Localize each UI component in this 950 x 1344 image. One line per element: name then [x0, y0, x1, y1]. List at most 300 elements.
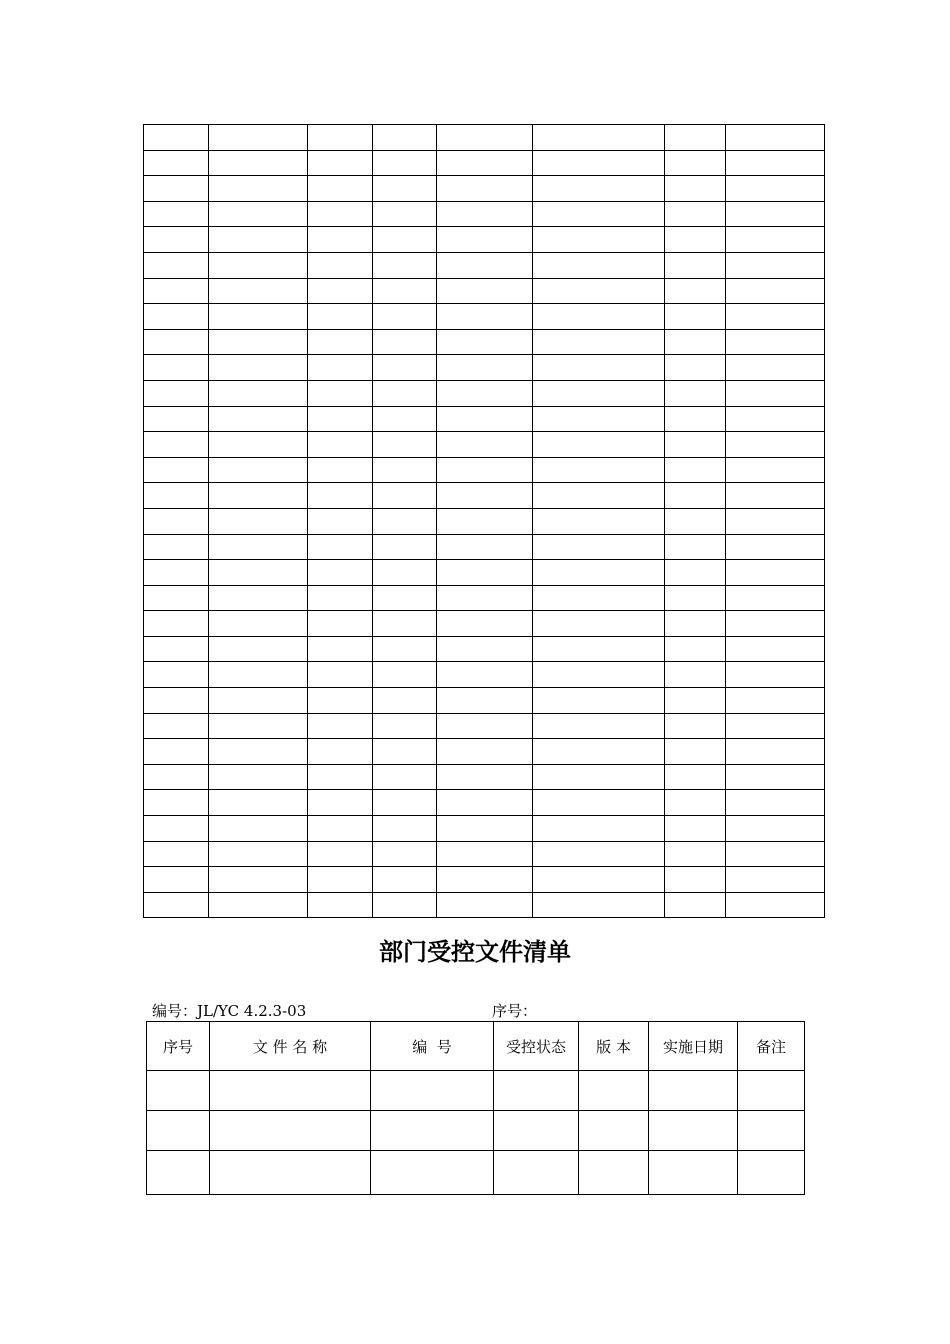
grid-cell[interactable]: [665, 816, 726, 842]
grid-cell[interactable]: [144, 585, 209, 611]
grid-cell[interactable]: [373, 764, 437, 790]
grid-cell[interactable]: [726, 457, 825, 483]
top-blank-grid: [143, 124, 825, 918]
grid-row: [144, 125, 825, 151]
grid-cell[interactable]: [209, 278, 308, 304]
grid-cell[interactable]: [665, 329, 726, 355]
grid-cell[interactable]: [437, 406, 533, 432]
grid-cell[interactable]: [373, 304, 437, 330]
table-cell[interactable]: [738, 1151, 805, 1195]
grid-cell[interactable]: [144, 457, 209, 483]
grid-cell[interactable]: [308, 125, 373, 151]
grid-cell[interactable]: [726, 176, 825, 202]
grid-cell[interactable]: [665, 892, 726, 918]
grid-row: [144, 508, 825, 534]
grid-row: [144, 636, 825, 662]
grid-cell[interactable]: [726, 611, 825, 637]
grid-cell[interactable]: [726, 483, 825, 509]
grid-cell[interactable]: [533, 560, 665, 586]
grid-row: [144, 867, 825, 893]
grid-cell[interactable]: [373, 816, 437, 842]
grid-cell[interactable]: [209, 227, 308, 253]
table-cell[interactable]: [494, 1111, 579, 1151]
grid-row: [144, 227, 825, 253]
grid-cell[interactable]: [144, 432, 209, 458]
grid-cell[interactable]: [308, 534, 373, 560]
table-cell[interactable]: [210, 1111, 371, 1151]
grid-cell[interactable]: [308, 841, 373, 867]
grid-cell[interactable]: [373, 406, 437, 432]
grid-cell[interactable]: [209, 892, 308, 918]
grid-cell[interactable]: [726, 278, 825, 304]
grid-row: [144, 278, 825, 304]
grid-cell[interactable]: [437, 508, 533, 534]
grid-cell[interactable]: [726, 636, 825, 662]
table-cell[interactable]: [147, 1111, 210, 1151]
grid-cell[interactable]: [209, 841, 308, 867]
grid-cell[interactable]: [308, 176, 373, 202]
grid-cell[interactable]: [308, 278, 373, 304]
grid-cell[interactable]: [533, 432, 665, 458]
grid-cell[interactable]: [533, 841, 665, 867]
grid-row: [144, 662, 825, 688]
grid-cell[interactable]: [533, 764, 665, 790]
grid-cell[interactable]: [308, 662, 373, 688]
grid-cell[interactable]: [665, 406, 726, 432]
grid-cell[interactable]: [308, 201, 373, 227]
grid-cell[interactable]: [308, 585, 373, 611]
grid-cell[interactable]: [209, 688, 308, 714]
grid-cell[interactable]: [373, 739, 437, 765]
grid-cell[interactable]: [144, 278, 209, 304]
grid-cell[interactable]: [665, 227, 726, 253]
grid-cell[interactable]: [726, 150, 825, 176]
grid-cell[interactable]: [308, 432, 373, 458]
grid-cell[interactable]: [308, 380, 373, 406]
grid-row: [144, 713, 825, 739]
grid-cell[interactable]: [308, 867, 373, 893]
grid-cell[interactable]: [144, 560, 209, 586]
grid-cell[interactable]: [373, 688, 437, 714]
grid-cell[interactable]: [726, 790, 825, 816]
grid-cell[interactable]: [144, 508, 209, 534]
grid-cell[interactable]: [373, 611, 437, 637]
grid-cell[interactable]: [308, 252, 373, 278]
table-cell[interactable]: [371, 1151, 494, 1195]
grid-cell[interactable]: [726, 585, 825, 611]
grid-cell[interactable]: [665, 841, 726, 867]
grid-cell[interactable]: [209, 355, 308, 381]
grid-cell[interactable]: [209, 585, 308, 611]
grid-cell[interactable]: [373, 713, 437, 739]
grid-cell[interactable]: [144, 304, 209, 330]
grid-cell[interactable]: [726, 816, 825, 842]
grid-cell[interactable]: [209, 790, 308, 816]
grid-cell[interactable]: [373, 790, 437, 816]
grid-cell[interactable]: [373, 125, 437, 151]
table-cell[interactable]: [649, 1071, 738, 1111]
grid-cell[interactable]: [726, 125, 825, 151]
grid-cell[interactable]: [209, 636, 308, 662]
table-cell[interactable]: [147, 1071, 210, 1111]
grid-cell[interactable]: [533, 636, 665, 662]
grid-row: [144, 252, 825, 278]
grid-cell[interactable]: [533, 406, 665, 432]
grid-cell[interactable]: [209, 380, 308, 406]
grid-cell[interactable]: [144, 636, 209, 662]
grid-cell[interactable]: [373, 457, 437, 483]
grid-cell[interactable]: [665, 764, 726, 790]
grid-cell[interactable]: [209, 534, 308, 560]
grid-cell[interactable]: [437, 329, 533, 355]
grid-cell[interactable]: [726, 662, 825, 688]
grid-cell[interactable]: [665, 560, 726, 586]
grid-cell[interactable]: [533, 150, 665, 176]
grid-cell[interactable]: [726, 560, 825, 586]
grid-cell[interactable]: [726, 380, 825, 406]
grid-cell[interactable]: [726, 892, 825, 918]
grid-cell[interactable]: [437, 892, 533, 918]
grid-cell[interactable]: [665, 688, 726, 714]
grid-cell[interactable]: [533, 125, 665, 151]
table-cell[interactable]: [147, 1151, 210, 1195]
grid-cell[interactable]: [209, 252, 308, 278]
grid-cell[interactable]: [533, 739, 665, 765]
grid-cell[interactable]: [726, 841, 825, 867]
grid-cell[interactable]: [373, 636, 437, 662]
grid-row: [144, 790, 825, 816]
grid-cell[interactable]: [144, 150, 209, 176]
grid-cell[interactable]: [209, 713, 308, 739]
grid-cell[interactable]: [308, 406, 373, 432]
table-cell[interactable]: [371, 1111, 494, 1151]
grid-cell[interactable]: [533, 201, 665, 227]
grid-cell[interactable]: [533, 790, 665, 816]
grid-row: [144, 304, 825, 330]
grid-cell[interactable]: [209, 739, 308, 765]
grid-cell[interactable]: [437, 636, 533, 662]
grid-cell[interactable]: [144, 201, 209, 227]
grid-cell[interactable]: [144, 892, 209, 918]
grid-cell[interactable]: [373, 329, 437, 355]
grid-cell[interactable]: [437, 611, 533, 637]
grid-cell[interactable]: [437, 355, 533, 381]
grid-cell[interactable]: [726, 252, 825, 278]
grid-cell[interactable]: [665, 201, 726, 227]
grid-cell[interactable]: [437, 150, 533, 176]
grid-cell[interactable]: [144, 867, 209, 893]
serial-number-label: 序号：: [492, 1002, 538, 1020]
grid-cell[interactable]: [665, 636, 726, 662]
grid-cell[interactable]: [437, 483, 533, 509]
grid-cell[interactable]: [144, 790, 209, 816]
grid-row: [144, 585, 825, 611]
grid-cell[interactable]: [209, 406, 308, 432]
grid-cell[interactable]: [726, 739, 825, 765]
grid-cell[interactable]: [209, 201, 308, 227]
grid-cell[interactable]: [308, 739, 373, 765]
grid-cell[interactable]: [144, 534, 209, 560]
table-cell[interactable]: [494, 1071, 579, 1111]
grid-cell[interactable]: [144, 355, 209, 381]
grid-cell[interactable]: [308, 790, 373, 816]
grid-cell[interactable]: [437, 816, 533, 842]
grid-cell[interactable]: [437, 662, 533, 688]
grid-cell[interactable]: [726, 329, 825, 355]
grid-cell[interactable]: [726, 688, 825, 714]
grid-cell[interactable]: [665, 278, 726, 304]
page-title: 部门受控文件清单: [379, 938, 571, 966]
grid-cell[interactable]: [437, 432, 533, 458]
grid-cell[interactable]: [533, 355, 665, 381]
grid-cell[interactable]: [533, 304, 665, 330]
grid-cell[interactable]: [209, 611, 308, 637]
grid-cell[interactable]: [533, 380, 665, 406]
grid-cell[interactable]: [665, 508, 726, 534]
grid-cell[interactable]: [533, 278, 665, 304]
grid-cell[interactable]: [144, 406, 209, 432]
grid-cell[interactable]: [373, 534, 437, 560]
grid-cell[interactable]: [533, 688, 665, 714]
header-remarks: 备注: [738, 1022, 805, 1071]
grid-cell[interactable]: [209, 867, 308, 893]
grid-cell[interactable]: [437, 252, 533, 278]
grid-cell[interactable]: [373, 227, 437, 253]
grid-cell[interactable]: [209, 125, 308, 151]
grid-cell[interactable]: [209, 508, 308, 534]
grid-cell[interactable]: [437, 841, 533, 867]
grid-cell[interactable]: [665, 380, 726, 406]
table-cell[interactable]: [210, 1151, 371, 1195]
grid-cell[interactable]: [144, 252, 209, 278]
grid-cell[interactable]: [437, 739, 533, 765]
grid-cell[interactable]: [144, 816, 209, 842]
grid-cell[interactable]: [726, 713, 825, 739]
grid-cell[interactable]: [308, 713, 373, 739]
grid-row: [144, 739, 825, 765]
table-cell[interactable]: [738, 1071, 805, 1111]
grid-cell[interactable]: [533, 252, 665, 278]
grid-cell[interactable]: [144, 764, 209, 790]
grid-cell[interactable]: [726, 534, 825, 560]
grid-cell[interactable]: [209, 304, 308, 330]
grid-cell[interactable]: [533, 816, 665, 842]
grid-cell[interactable]: [665, 432, 726, 458]
grid-cell[interactable]: [209, 176, 308, 202]
grid-cell[interactable]: [437, 534, 533, 560]
grid-cell[interactable]: [209, 432, 308, 458]
grid-cell[interactable]: [144, 713, 209, 739]
grid-cell[interactable]: [437, 304, 533, 330]
grid-cell[interactable]: [726, 227, 825, 253]
grid-cell[interactable]: [308, 688, 373, 714]
grid-cell[interactable]: [209, 662, 308, 688]
grid-cell[interactable]: [373, 560, 437, 586]
grid-cell[interactable]: [373, 432, 437, 458]
grid-cell[interactable]: [144, 739, 209, 765]
grid-row: [144, 355, 825, 381]
grid-cell[interactable]: [437, 713, 533, 739]
grid-cell[interactable]: [726, 355, 825, 381]
grid-cell[interactable]: [308, 508, 373, 534]
grid-cell[interactable]: [665, 125, 726, 151]
grid-cell[interactable]: [373, 662, 437, 688]
table-cell[interactable]: [494, 1151, 579, 1195]
grid-cell[interactable]: [373, 585, 437, 611]
grid-cell[interactable]: [209, 483, 308, 509]
grid-cell[interactable]: [437, 457, 533, 483]
grid-cell[interactable]: [209, 764, 308, 790]
grid-cell[interactable]: [144, 227, 209, 253]
grid-cell[interactable]: [437, 176, 533, 202]
grid-row: [144, 406, 825, 432]
grid-cell[interactable]: [533, 662, 665, 688]
grid-cell[interactable]: [665, 150, 726, 176]
grid-cell[interactable]: [726, 432, 825, 458]
grid-cell[interactable]: [373, 380, 437, 406]
grid-cell[interactable]: [533, 483, 665, 509]
grid-cell[interactable]: [373, 278, 437, 304]
grid-cell[interactable]: [533, 457, 665, 483]
grid-cell[interactable]: [308, 355, 373, 381]
grid-cell[interactable]: [373, 867, 437, 893]
grid-cell[interactable]: [665, 585, 726, 611]
grid-cell[interactable]: [373, 841, 437, 867]
grid-cell[interactable]: [533, 611, 665, 637]
grid-cell[interactable]: [437, 585, 533, 611]
grid-cell[interactable]: [373, 150, 437, 176]
grid-cell[interactable]: [373, 355, 437, 381]
grid-cell[interactable]: [665, 534, 726, 560]
grid-row: [144, 176, 825, 202]
grid-cell[interactable]: [437, 380, 533, 406]
table-cell[interactable]: [579, 1111, 649, 1151]
grid-cell[interactable]: [308, 227, 373, 253]
grid-cell[interactable]: [144, 688, 209, 714]
grid-row: [144, 560, 825, 586]
grid-cell[interactable]: [209, 150, 308, 176]
grid-cell[interactable]: [533, 176, 665, 202]
grid-cell[interactable]: [209, 457, 308, 483]
grid-cell[interactable]: [533, 585, 665, 611]
grid-row: [144, 457, 825, 483]
grid-cell[interactable]: [437, 764, 533, 790]
table-cell[interactable]: [579, 1151, 649, 1195]
grid-cell[interactable]: [144, 329, 209, 355]
grid-cell[interactable]: [726, 508, 825, 534]
grid-cell[interactable]: [437, 201, 533, 227]
grid-cell[interactable]: [144, 380, 209, 406]
grid-cell[interactable]: [437, 227, 533, 253]
grid-cell[interactable]: [533, 329, 665, 355]
grid-cell[interactable]: [533, 227, 665, 253]
grid-cell[interactable]: [726, 201, 825, 227]
grid-cell[interactable]: [533, 892, 665, 918]
grid-cell[interactable]: [533, 867, 665, 893]
grid-cell[interactable]: [665, 867, 726, 893]
grid-cell[interactable]: [665, 457, 726, 483]
grid-cell[interactable]: [373, 201, 437, 227]
grid-cell[interactable]: [144, 611, 209, 637]
table-cell[interactable]: [579, 1071, 649, 1111]
document-number: 编号：JL/YC 4.2.3-03: [152, 1002, 307, 1020]
grid-cell[interactable]: [665, 176, 726, 202]
grid-cell[interactable]: [144, 125, 209, 151]
grid-cell[interactable]: [308, 150, 373, 176]
grid-cell[interactable]: [437, 560, 533, 586]
grid-cell[interactable]: [665, 790, 726, 816]
grid-cell[interactable]: [665, 713, 726, 739]
grid-cell[interactable]: [308, 892, 373, 918]
grid-cell[interactable]: [665, 355, 726, 381]
grid-cell[interactable]: [533, 713, 665, 739]
grid-cell[interactable]: [665, 483, 726, 509]
table-cell[interactable]: [649, 1151, 738, 1195]
grid-cell[interactable]: [437, 125, 533, 151]
grid-cell[interactable]: [308, 457, 373, 483]
grid-cell[interactable]: [308, 611, 373, 637]
grid-cell[interactable]: [373, 252, 437, 278]
grid-row: [144, 892, 825, 918]
grid-cell[interactable]: [665, 252, 726, 278]
grid-cell[interactable]: [209, 329, 308, 355]
table-row: [147, 1151, 805, 1195]
grid-cell[interactable]: [209, 560, 308, 586]
header-file-name: 文 件 名 称: [210, 1022, 371, 1071]
grid-cell[interactable]: [308, 764, 373, 790]
grid-cell[interactable]: [373, 176, 437, 202]
grid-cell[interactable]: [726, 304, 825, 330]
grid-cell[interactable]: [726, 867, 825, 893]
grid-cell[interactable]: [437, 790, 533, 816]
grid-cell[interactable]: [726, 764, 825, 790]
table-cell[interactable]: [210, 1071, 371, 1111]
grid-cell[interactable]: [144, 176, 209, 202]
grid-cell[interactable]: [308, 304, 373, 330]
grid-cell[interactable]: [665, 611, 726, 637]
header-number: 编 号: [371, 1022, 494, 1071]
grid-cell[interactable]: [437, 867, 533, 893]
grid-cell[interactable]: [308, 636, 373, 662]
grid-cell[interactable]: [437, 688, 533, 714]
grid-cell[interactable]: [665, 662, 726, 688]
grid-cell[interactable]: [437, 278, 533, 304]
grid-row: [144, 380, 825, 406]
grid-cell[interactable]: [308, 483, 373, 509]
grid-cell[interactable]: [373, 892, 437, 918]
grid-cell[interactable]: [726, 406, 825, 432]
grid-cell[interactable]: [308, 329, 373, 355]
grid-cell[interactable]: [665, 304, 726, 330]
grid-cell[interactable]: [144, 483, 209, 509]
header-effective-date: 实施日期: [649, 1022, 738, 1071]
grid-cell[interactable]: [308, 816, 373, 842]
table-cell[interactable]: [649, 1111, 738, 1151]
grid-cell[interactable]: [308, 560, 373, 586]
grid-row: [144, 534, 825, 560]
grid-row: [144, 688, 825, 714]
grid-cell[interactable]: [209, 816, 308, 842]
grid-cell[interactable]: [665, 739, 726, 765]
grid-cell[interactable]: [144, 662, 209, 688]
grid-cell[interactable]: [373, 508, 437, 534]
grid-cell[interactable]: [144, 841, 209, 867]
grid-cell[interactable]: [373, 483, 437, 509]
table-cell[interactable]: [371, 1071, 494, 1111]
grid-cell[interactable]: [533, 508, 665, 534]
table-cell[interactable]: [738, 1111, 805, 1151]
grid-cell[interactable]: [533, 534, 665, 560]
